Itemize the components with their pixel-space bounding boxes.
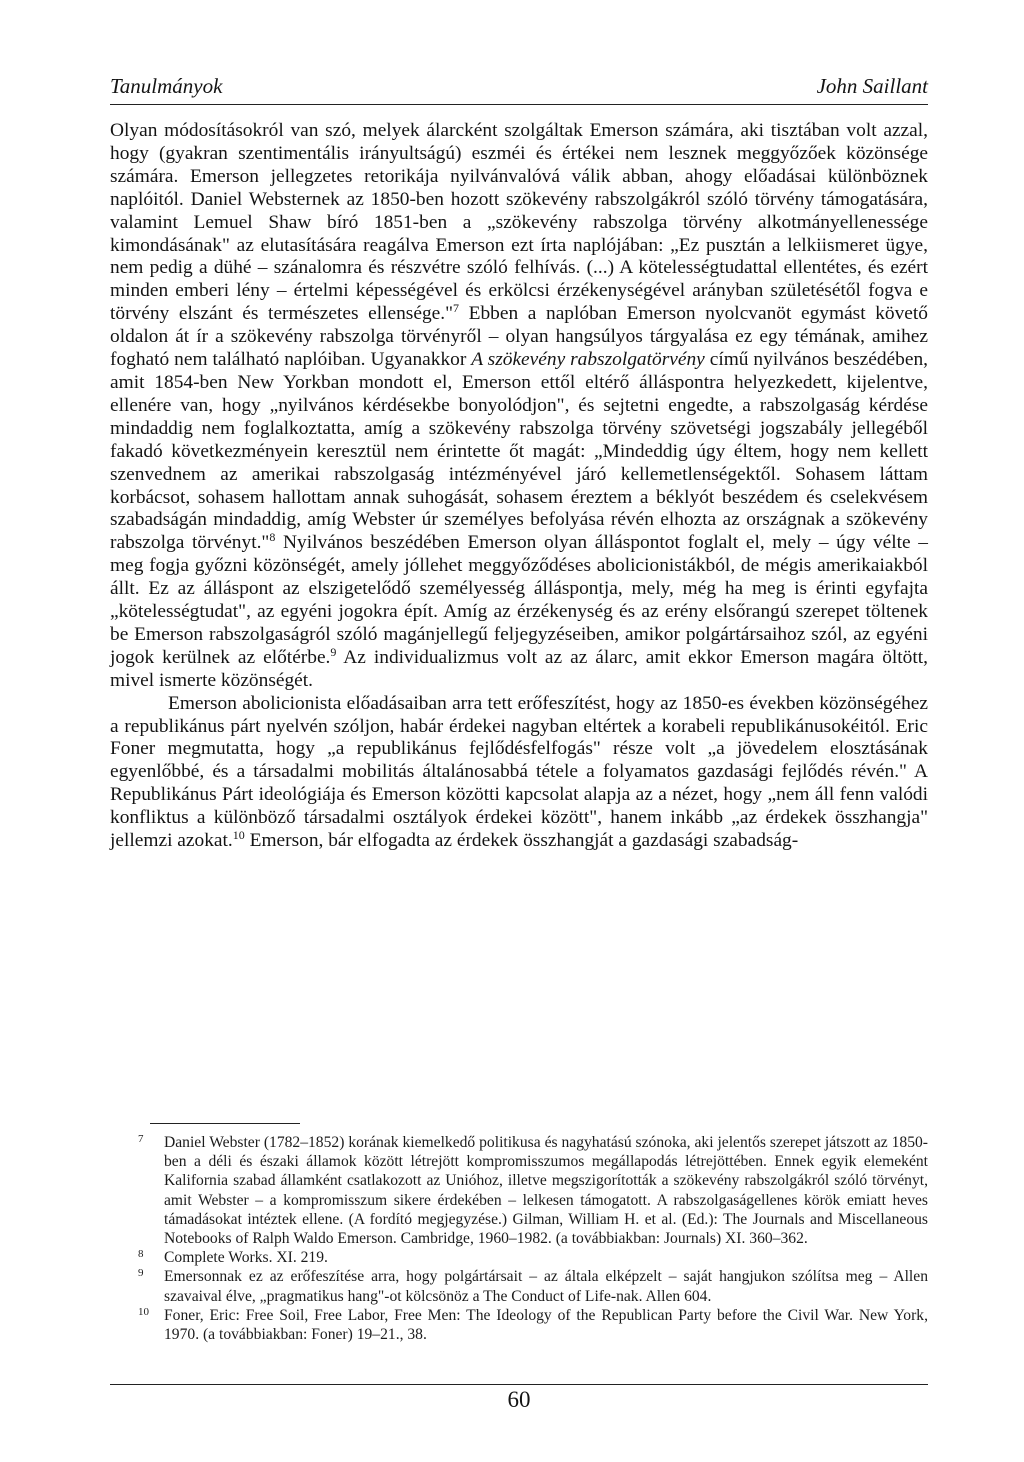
footnote-ref-8[interactable]: 8 (269, 530, 276, 545)
footnote-number: 7 (138, 1133, 144, 1145)
footnote-number: 9 (138, 1267, 144, 1280)
footnote-10 (138, 1305, 928, 1344)
page-number: 60 (110, 1384, 928, 1413)
footnote-ref-9[interactable]: 9 (330, 644, 337, 659)
footnote-ref-10[interactable]: 10 (232, 828, 245, 843)
footnote-separator (150, 1123, 300, 1124)
section-title: Tanulmányok (110, 74, 223, 98)
paragraph-1-part-c: című nyilvános beszédében, amit 1854-ben New Yorkban mondott el, Emerson ettől eltérő álláspontra helyezkedett, kijelentve, ellenére van, hogy „nyilvános kérdésekbe bonyolódjon", és sejtetni engedte, a rabszolgaság kérdése mindaddig nem foglalkoztatta, amíg a szökevény rabszolga törvény szövetségi jogszabály jellegéből fakadó következményein keresztül nem érintette őt magát: „Mindeddig úgy éltem, hogy nem kellett szenvednem az amerikai rabszolgaság intézményével járó kellemetlenségektől. Sohasem láttam korbácsot, sohasem hallottam annak suhogását, sohasem éreztem a béklyót beszédem és cselekvésem szabadságán mindaddig, amíg Webster úr személyes befolyása révén elhozta az országnak a szökevény rabszolga törvényt." (110, 349, 928, 554)
paragraph-2-part-b: Emerson, bár elfogadta az érdekek összhangját a gazdasági szabadság- (244, 830, 799, 852)
paragraph-2-part-a: Emerson abolicionista előadásaiban arra tett erőfeszítést, hogy az 1850-es években közönségéhez a republikánus párt nyelvén szóljon, habár érdekei nagyban eltértek a korabeli republikánusokéitól. Eric Foner megmutatta, hogy „a republikánus fejlődésfelfogás" része volt „a jövedelem elosztásának egyenlőbbé, és a társadalmi mobilitás általánosabbá tétele a folyamatos gazdasági fejlődés révén." A Republikánus Párt ideológiája és Emerson közötti kapcsolat alapja az a nézet, hogy „nem áll fenn valódi konfliktus a különböző társadalmi osztályok érdekei között", hanem inkább „az érdekek összhangja" jellemzi azokat. (110, 692, 928, 852)
author-name: John Saillant (816, 74, 928, 98)
running-header (110, 72, 928, 105)
paragraph-1 (110, 120, 928, 693)
paragraph-1-part-b: Ebben a naplóban Emerson nyolcvanöt egymást követő oldalon át ír a szökevény rabszolga törvényről – olyan hangsúlyos tárgyalása ez egy témának, amihez fogható nem található naplóiban. Ugyanakkor (110, 303, 929, 371)
paragraph-1-part-d: Nyilvános beszédében Emerson olyan álláspontot foglalt el, mely – úgy vélte – meg fogja győzni közönségét, amely jóllehet meggyőződéses abolicionistákból, de mégis amerikaiakból állt. Ez az álláspont az elszigetelődő személyesség álláspontja, mely, még ha meg is érinti egyfajta „kötelességtudat", az egyéni jogokra épít. Amíg az érzékenység és az erény elsőrangú szerepet töltenek be Emerson rabszolgaságról szóló magánjellegű feljegyzéseiben, amikor polgártársaihoz szól, az egyéni jogok kerülnek az előtérbe. (110, 532, 928, 668)
footnote-text: Foner, Eric: Free Soil, Free Labor, Free Men: The Ideology of the Republican Party before the Civil War. New York, 1970. (a továbbiakban: Foner) 19–21., 38. (164, 1306, 928, 1344)
footnote-9 (138, 1267, 928, 1305)
footnote-number: 8 (138, 1248, 144, 1261)
paragraph-1-part-e: Az individualizmus volt az az álarc, amit ekkor Emerson magára öltött, mivel ismerte közönségét. (110, 646, 928, 691)
footnote-7 (138, 1133, 928, 1248)
speech-title: A szökevény rabszolgatörvény (471, 349, 705, 371)
paragraph-1-part-a: Olyan módosításokról van szó, melyek álarcként szolgáltak Emerson számára, aki tisztában volt azzal, hogy (gyakran szentimentális irányultságú) eszméi és értékei nem lesznek meggyőzőek közönsége számára. Emerson jellegzetes retorikája nyilvánvalóvá válik abban, ahogy előadásai különböznek naplóitól. Daniel Websternek az 1850-ben hozott szökevény rabszolgákról szóló törvény támogatására, valamint Lemuel Shaw bíró 1851-ben a „szökevény rabszolga törvény alkotmányellenessége kimondásának" az elutasítására reagálva Emerson ezt írta naplójában: „Ez pusztán a lelkiismeret ügye, nem pedig a dühé – szánalomra és részvétre szóló felhívás. (...) A kötelességtudattal ellentétes, és ezért minden emberi lény – értelmi képességével és erkölcsi érzékenységével arányban születésétől fogva e törvény elszánt és természetes ellensége." (110, 120, 928, 325)
footnotes (138, 1133, 928, 1344)
footnote-text: Complete Works. XI. 219. (164, 1249, 328, 1267)
footnote-text: Daniel Webster (1782–1852) korának kiemelkedő politikusa és nagyhatású szónoka, aki jelentős szerepet játszott az 1850-ben a déli és északi államok között létrejött kompromisszumos megállapodás létrejöttében. Ennek egyik elemeként Kalifornia szabad államként csatlakozott az Unióhoz, illetve megszigorították a szökevény rabszolgákról szóló törvényt, amit Webster – a kompromisszum sikere érdekében – lelkesen támogatott. A rabszolgaságellenes körök emiatt heves támadásokat intéztek ellene. (A fordító megjegyzése.) Gilman, William H. et al. (Ed.): The Journals and Miscellaneous Notebooks of Ralph Waldo Emerson. Cambridge, 1960–1982. (a továbbiakban: Journals) XI. 360–362. (164, 1134, 928, 1248)
footnote-8 (138, 1248, 928, 1267)
footnote-text: Emersonnak ez az erőfeszítése arra, hogy polgártársait – az általa elképzelt – saját hangjukon szólítsa meg – Allen szavaival élve, „pragmatikus hang"-ot kölcsönöz a The Conduct of Life-nak. Allen 604. (164, 1268, 928, 1305)
paragraph-2 (110, 693, 928, 853)
footnote-number: 10 (138, 1305, 149, 1318)
main-text (110, 120, 928, 853)
footnote-ref-7[interactable]: 7 (453, 301, 460, 316)
